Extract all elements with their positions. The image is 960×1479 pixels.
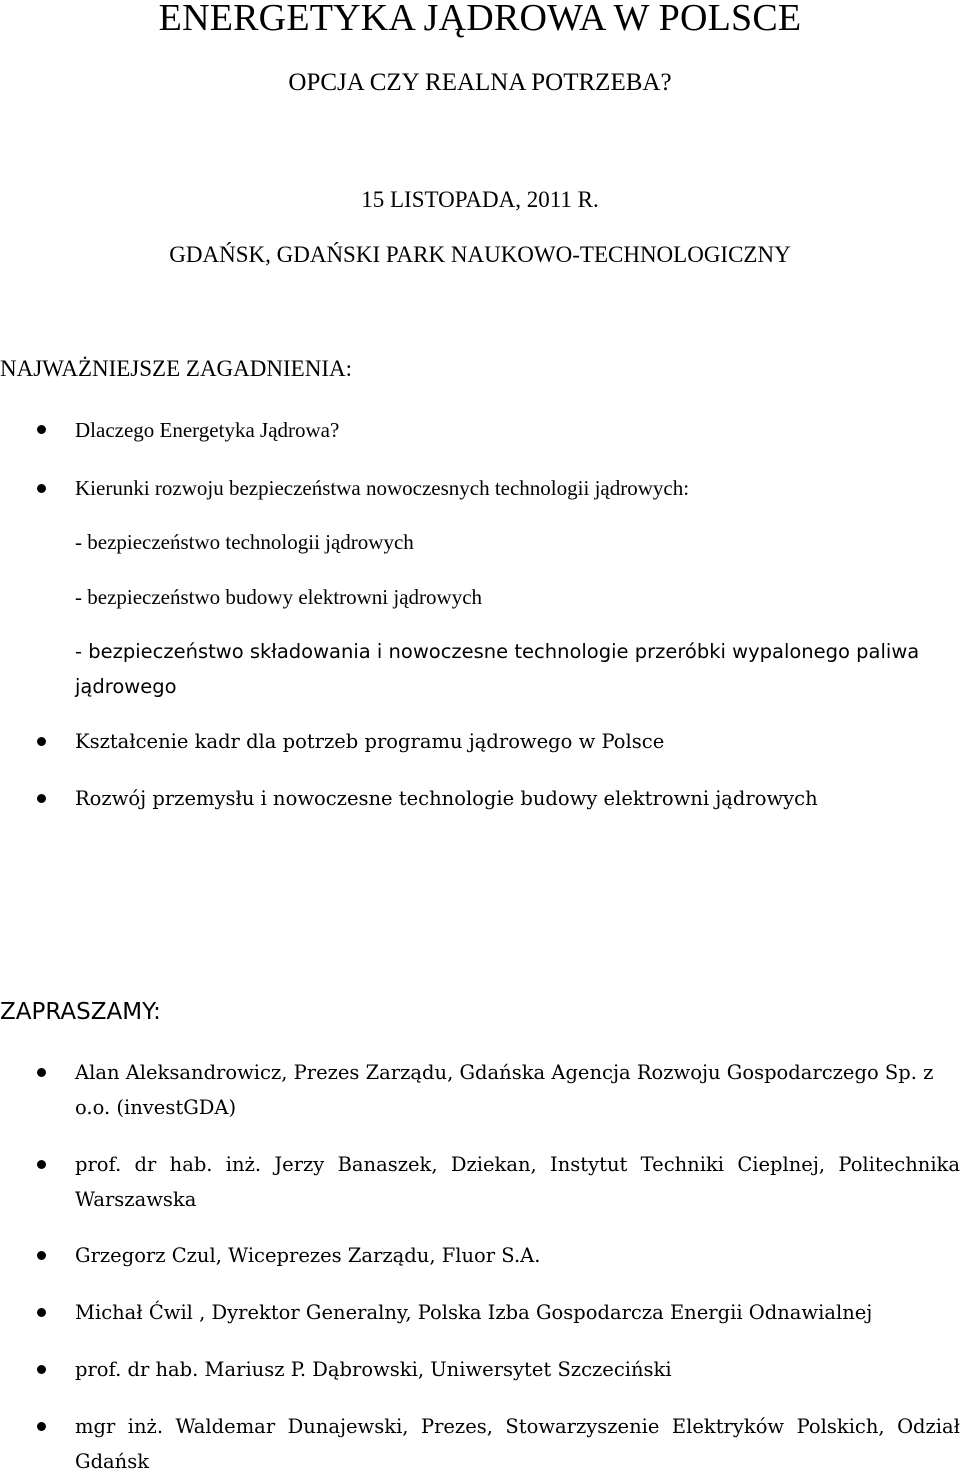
bullet-icon <box>37 1308 46 1317</box>
event-venue: GDAŃSK, GDAŃSKI PARK NAUKOWO-TECHNOLOGICZNY <box>169 242 791 267</box>
bullet-icon <box>37 1422 46 1431</box>
speaker-text: Alan Aleksandrowicz, Prezes Zarządu, Gdańska Agencja Rozwoju Gospodarczego Sp. z o.o. (investGDA) <box>75 1061 934 1119</box>
page-title: ENERGETYKA JĄDROWA W POLSCE <box>158 0 802 39</box>
topic-item-text: Dlaczego Energetyka Jądrowa? <box>75 418 340 442</box>
topic-subitem: - bezpieczeństwo budowy elektrowni jądrowych <box>75 585 483 609</box>
speaker-text: Michał Ćwil , Dyrektor Generalny, Polska Izba Gospodarcza Energii Odnawialnej <box>75 1301 873 1324</box>
speaker-text: prof. dr hab. Mariusz P. Dąbrowski, Uniwersytet Szczeciński <box>75 1358 672 1381</box>
speaker-text: Grzegorz Czul, Wiceprezes Zarządu, Fluor S.A. <box>75 1244 541 1267</box>
speaker-text: prof. dr hab. inż. Jerzy Banaszek, Dziekan, Instytut Techniki Cieplnej, Politechnika Warszawska <box>75 1153 960 1211</box>
bullet-icon <box>37 425 46 434</box>
topics-heading: NAJWAŻNIEJSZE ZAGADNIENIA: <box>0 356 352 381</box>
speaker-text: mgr inż. Waldemar Dunajewski, Prezes, Stowarzyszenie Elektryków Polskich, Odział Gdańsk <box>75 1415 960 1473</box>
event-date: 15 LISTOPADA, 2011 R. <box>361 187 599 212</box>
topic-item-text: Kierunki rozwoju bezpieczeństwa nowoczesnych technologii jądrowych: <box>75 476 690 500</box>
bullet-icon <box>37 1160 46 1169</box>
bullet-icon <box>37 1251 46 1260</box>
bullet-icon <box>37 1365 46 1374</box>
invited-heading: ZAPRASZAMY: <box>0 999 161 1025</box>
topic-subitem: - bezpieczeństwo technologii jądrowych <box>75 530 414 554</box>
topic-subitem: - bezpieczeństwo składowania i nowoczesne technologie przeróbki wypalonego paliwa jądrowego <box>75 640 920 698</box>
topic-item-text: Kształcenie kadr dla potrzeb programu jądrowego w Polsce <box>75 730 665 753</box>
topic-item-text: Rozwój przemysłu i nowoczesne technologie budowy elektrowni jądrowych <box>75 787 818 810</box>
bullet-icon <box>37 1068 46 1077</box>
bullet-icon <box>37 794 46 803</box>
bullet-icon <box>37 737 46 746</box>
bullet-icon <box>37 484 46 493</box>
page-subtitle: OPCJA CZY REALNA POTRZEBA? <box>288 69 672 96</box>
